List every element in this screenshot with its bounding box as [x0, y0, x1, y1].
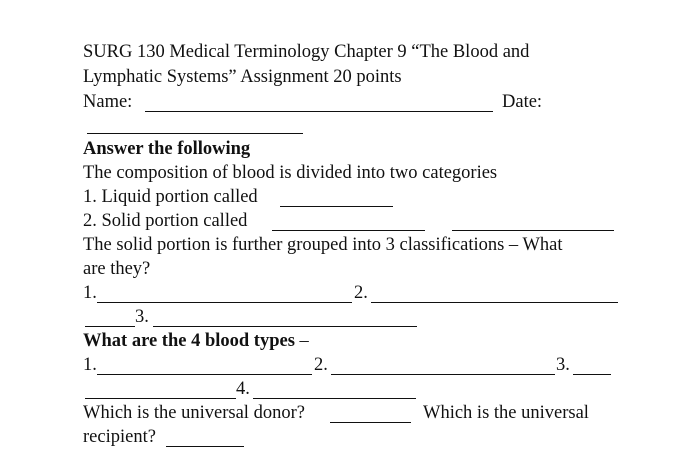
universal-recipient-question-part-2: recipient?: [83, 427, 156, 447]
blood-type-1-label: 1.: [83, 355, 97, 375]
name-blank[interactable]: [145, 111, 493, 112]
composition-intro: The composition of blood is divided into two categories: [83, 163, 498, 183]
liquid-portion-blank[interactable]: [280, 206, 393, 207]
classification-3-lead-blank[interactable]: [85, 326, 135, 327]
classification-2-blank[interactable]: [371, 302, 618, 303]
universal-recipient-blank[interactable]: [166, 446, 244, 447]
classification-3-blank[interactable]: [153, 326, 417, 327]
blood-type-3-label: 3.: [556, 355, 570, 375]
blood-types-heading-row: [83, 329, 309, 353]
date-label: Date:: [502, 92, 543, 112]
solid-portion-blank-2[interactable]: [452, 230, 614, 231]
blood-type-4-blank[interactable]: [253, 398, 416, 399]
blood-type-1-blank[interactable]: [97, 374, 312, 375]
classification-question-line-1: The solid portion is further grouped into 3 classifications – What: [83, 235, 563, 255]
title-line-1: SURG 130 Medical Terminology Chapter 9 “The Blood and: [83, 42, 530, 62]
classification-2-label: 2.: [354, 283, 368, 303]
title-line-2: Lymphatic Systems” Assignment 20 points: [83, 67, 402, 87]
blood-type-3-continued-blank[interactable]: [85, 398, 236, 399]
classification-3-label: 3.: [135, 307, 149, 327]
date-blank[interactable]: [87, 133, 303, 134]
solid-portion-blank-1[interactable]: [272, 230, 425, 231]
classification-question-line-2: are they?: [83, 259, 151, 279]
universal-donor-question: Which is the universal donor?: [83, 403, 305, 423]
blood-type-4-label: 4.: [236, 379, 250, 399]
classification-1-label: 1.: [83, 283, 97, 303]
blood-types-heading: What are the 4 blood types: [83, 331, 295, 351]
universal-donor-blank[interactable]: [330, 422, 411, 423]
blood-type-3-blank[interactable]: [573, 374, 611, 375]
blood-type-2-label: 2.: [314, 355, 328, 375]
classification-1-blank[interactable]: [97, 302, 352, 303]
name-label: Name:: [83, 92, 133, 112]
liquid-portion-label: 1. Liquid portion called: [83, 187, 258, 207]
universal-recipient-question-part-1: Which is the universal: [423, 403, 589, 423]
blood-types-heading-dash: –: [299, 331, 309, 351]
answer-heading: Answer the following: [83, 139, 251, 159]
solid-portion-label: 2. Solid portion called: [83, 211, 248, 231]
blood-type-2-blank[interactable]: [331, 374, 555, 375]
